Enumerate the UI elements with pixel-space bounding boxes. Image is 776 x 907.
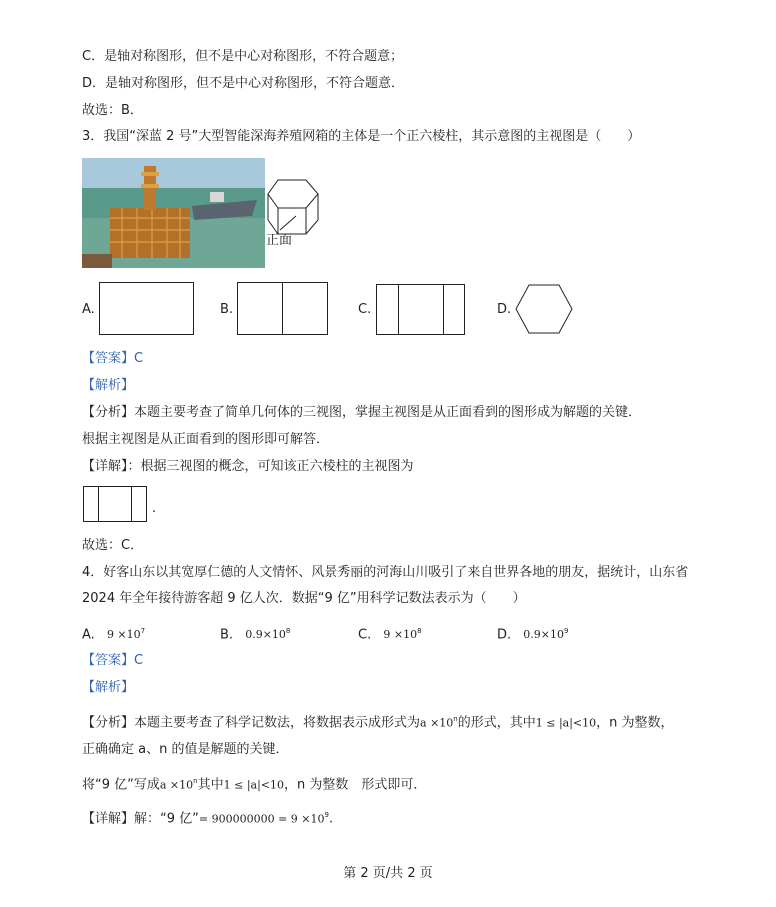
q4-option-c-exp: 8	[417, 627, 422, 635]
page-footer: 第 2 页/共 2 页	[343, 866, 433, 881]
q3-option-c-figure	[376, 284, 465, 335]
sci-notation-form-exp: n	[453, 715, 458, 723]
q4-detail-period: .	[328, 811, 334, 827]
option-d-text: D．是轴对称图形，但不是中心对称图形，不符合题意．	[82, 76, 405, 91]
q4-option-a-value: 9 ×10	[106, 628, 141, 642]
q4-option-c-value: 9 ×10	[383, 628, 418, 642]
deep-sea-cage-photo	[82, 158, 265, 268]
q2-choice: 故选：B．	[82, 103, 143, 118]
q4-detail-text: 【详解】解：“9 亿”	[82, 811, 199, 827]
q3-option-b-figure	[237, 282, 328, 335]
q3-option-d-label: D.	[497, 302, 512, 317]
q3-solution-figure	[83, 486, 147, 522]
q4-stem-line2: 2024 年全年接待游客超 9 亿人次．数据“9 亿”用科学记数法表示为（ ）	[82, 591, 526, 606]
q4-key: 正确确定 a、n 的值是解题的关键．	[82, 742, 289, 757]
solution-period: .	[152, 501, 157, 516]
front-label: 正面	[266, 233, 293, 248]
q3-analysis: 【分析】本题主要考查了简单几何体的三视图，掌握主视图是从正面看到的图形成为解题的关键．	[82, 405, 642, 420]
q3-option-b-label: B.	[220, 302, 234, 317]
q4-result: = 900000000 = 9 ×10	[198, 812, 325, 826]
q4-option-a	[82, 622, 145, 644]
q4-method	[82, 772, 426, 794]
sci-notation-range-2: 1 ≤ |a|<10	[223, 778, 285, 792]
q4-option-b-label: B.	[220, 627, 234, 643]
q4-option-b-exp: 8	[285, 627, 291, 635]
q4-option-b	[220, 622, 290, 644]
sci-notation-form-2: a ×10	[159, 778, 194, 792]
q3-method: 根据主视图是从正面看到的图形即可解答．	[82, 432, 330, 447]
sci-notation-form-2-exp: n	[193, 777, 198, 785]
sci-notation-form: a ×10	[420, 716, 454, 730]
q3-option-a-figure	[99, 282, 194, 335]
q3-option-c-label: C.	[358, 302, 372, 317]
q4-option-d-label: D.	[497, 627, 512, 643]
q4-detail	[82, 806, 333, 828]
q4-answer: 【答案】C	[82, 653, 144, 668]
q4-option-b-value: 0.9×10	[245, 628, 286, 642]
q3-option-a-label: A.	[82, 302, 95, 317]
q4-method-text-a: 将“9 亿”写成	[82, 777, 160, 793]
q4-option-d-value: 0.9×10	[523, 628, 565, 642]
q3-option-d-figure	[514, 284, 574, 334]
q3-analysis-heading: 【解析】	[82, 378, 135, 393]
q4-analysis-text-b: 的形式，其中	[457, 715, 536, 731]
q4-option-c-label: C.	[358, 627, 372, 643]
q4-analysis-text-a: 【分析】本题主要考查了科学记数法，将数据表示成形式为	[82, 715, 421, 731]
q3-choice: 故选：C．	[82, 538, 144, 553]
q4-option-d	[497, 622, 568, 644]
q4-option-a-exp: 7	[140, 627, 146, 635]
q4-method-text-b: 其中	[197, 777, 224, 793]
q4-result-exp: 9	[324, 811, 329, 819]
q4-option-a-label: A.	[82, 627, 95, 643]
q3-answer: 【答案】C	[82, 351, 144, 366]
q3-detail: 【详解】：根据三视图的概念，可知该正六棱柱的主视图为	[82, 459, 414, 474]
q4-analysis-heading: 【解析】	[82, 680, 135, 695]
q4-option-d-exp: 9	[564, 627, 569, 635]
option-c-text: C．是轴对称图形，但不是中心对称图形，不符合题意；	[82, 49, 404, 64]
q4-method-text-c: ，n 为整数 形式即可．	[284, 777, 427, 793]
q4-analysis	[82, 710, 674, 732]
q4-stem-line1: 4．好客山东以其宽厚仁德的人文情怀、风景秀丽的河海山川吸引了来自世界各地的朋友，据统计，山东省	[82, 565, 689, 580]
sci-notation-range: 1 ≤ |a|<10	[535, 716, 597, 730]
q4-option-c	[358, 622, 422, 644]
q4-analysis-text-c: ，n 为整数，	[596, 715, 674, 731]
q3-stem: 3．我国“深蓝 2 号”大型智能深海养殖网箱的主体是一个正六棱柱，其示意图的主视图是（ ）	[82, 129, 641, 144]
